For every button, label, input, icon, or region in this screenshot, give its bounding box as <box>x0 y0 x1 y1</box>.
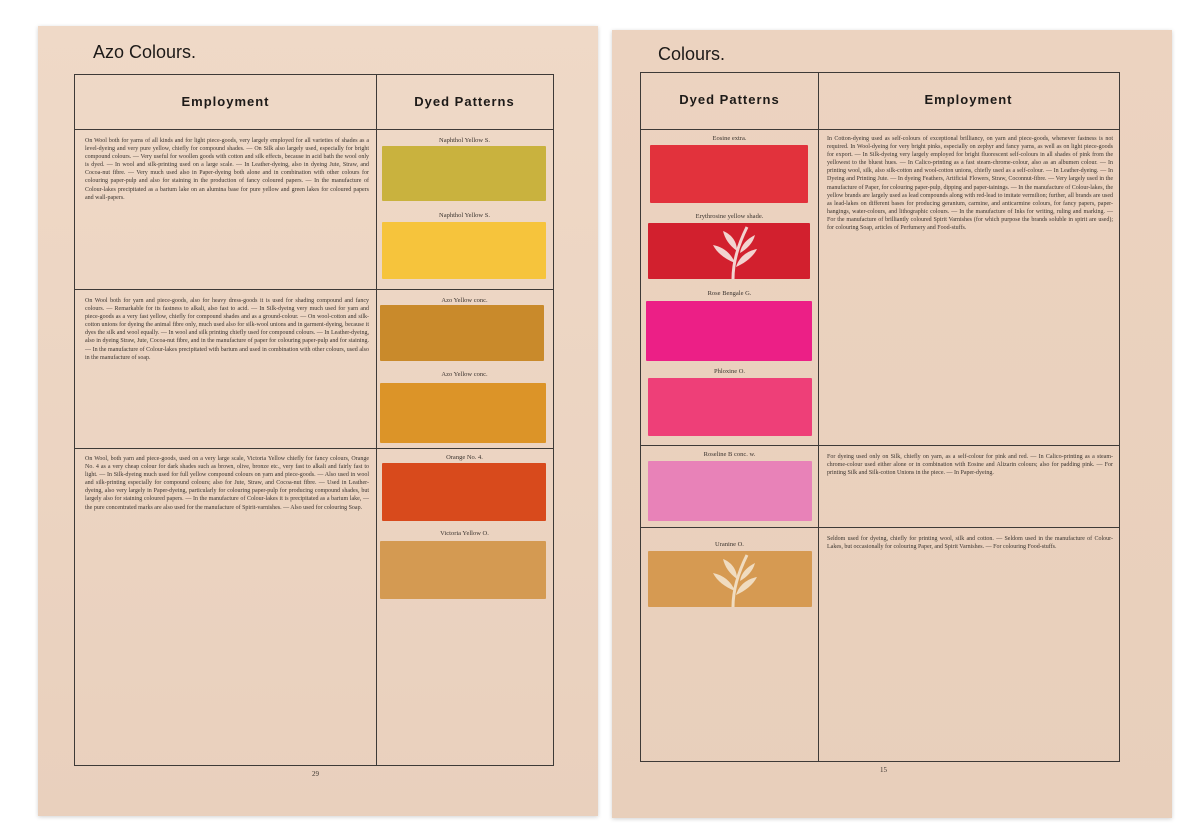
header-rule <box>641 129 1119 130</box>
swatch-label: Roseline B conc. w. <box>703 451 756 458</box>
fern-pattern-icon <box>703 551 763 607</box>
employment-text: For dyeing used only on Silk, chiefly on yarn, as a self-colour for pink and red. — In Calico-printing as a steam-chrome-colour used either alone or in combination with Eosine and Alizarin colours; also for padding pink. — For printing Silk and Silk-cotton Unions in the piece. — In Paper-dyeing. <box>827 454 1113 477</box>
dye-swatch <box>382 146 546 201</box>
table-frame <box>640 72 1120 762</box>
dyed-patterns-header: Dyed Patterns <box>414 93 515 109</box>
page-number: 15 <box>880 766 887 774</box>
dye-swatch <box>382 463 546 521</box>
dye-swatch <box>380 383 546 443</box>
page-number: 29 <box>312 770 319 778</box>
column-divider <box>376 75 377 765</box>
table-frame <box>74 74 554 766</box>
dye-swatch <box>648 551 812 607</box>
fern-pattern-icon <box>703 223 763 279</box>
page-title: Colours. <box>658 44 726 64</box>
employment-header: Employment <box>181 93 270 109</box>
page-title: Azo Colours. <box>93 42 197 62</box>
employment-text: Seldom used for dyeing, chiefly for printing wool, silk and cotton. — Seldom used in the manufacture of Colour-Lakes, but occasionally for colouring Paper, and Spirit Varnishes. — For colouring Food-stuffs. <box>827 536 1113 551</box>
swatch-label: Phloxine O. <box>713 368 746 375</box>
employment-header: Employment <box>924 91 1013 107</box>
dye-swatch <box>648 461 812 521</box>
employment-text: In Cotton-dyeing used as self-colours of exceptional brilliancy, on yarn and piece-goods, whenever fastness is not required. In Wool-dyeing for very bright pinks, especially on zephyr and fancy yarns, as well as on light piece-goods for export. — In Silk-dyeing very largely employed for bright fluorescent self-colours in all shades of pink from the yellowest to the bluest hues. — In Calico-printing as a fast steam-chrome-colour, also as an albumen colour. — In printing wool, silk, also silk-cotton and wool-cotton unions, chiefly used as a self-colour. — In Leather-dyeing. — In Dyeing and Printing Jute. — In dyeing Feathers, Artificial Flowers, Straw, Coconnut-fibre. — Very largely used in the manufacture of Paper, for colouring paper-pulp, dipping and paper-tainings. — In the manufacture of Colour-lakes, the yellow brands are largely used as lead compounds along with red-lead to imitate vermilion; further, all brands are used as lead-lakes on different bases for producing geranium, carmine, and anticarmine colours, for fancy papers, paper-hangings, water-colours, and lithographic colours. — In the manufacture of Inks for writing, ruling and marking. — For the manufacture of brilliantly coloured Spirit Varnishes (for which purpose the brands soluble in spirit are used); for colouring Soap, articles of Perfumery and Food-stuffs. <box>827 136 1113 232</box>
header-rule <box>75 129 553 130</box>
employment-text: On Wool, both yarn and piece-goods, used on a very large scale, Victoria Yellow chiefly for fancy colours, Orange No. 4 as a very cheap colour for dark shades such as brown, olive, bronze etc., very fast to alkali and fairly fast to light. — In Silk-dyeing much used for full yellow compound colours on yarn and piece-goods. — Also used in wool and silk-printing especially for compound colours; also for Jute, Straw, and Cocoa-nut fibre. — Used in Leather-dyeing, also very largely in Paper-dyeing, particularly for colouring paper-pulp for producing compound shades, but largely also for staining coloured papers. — In the manufacture of Colour-lakes it is precipitated as a barium lake, — the pure concentrated marks are also used for the manufacture of Spirit-varnishes. — Also used for colouring Soap. <box>85 456 369 511</box>
swatch-label: Eosine extra. <box>712 135 747 142</box>
swatch-label: Uranine O. <box>715 541 744 548</box>
dye-swatch <box>648 378 812 436</box>
swatch-label: Orange No. 4. <box>446 454 483 461</box>
swatch-label: Azo Yellow conc. <box>441 371 488 378</box>
employment-text: On Wool both for yarns of all kinds and for light piece-goods, very largely employed for all varieties of shades as a level-dyeing and very pure yellow, chiefly for compound shades. — On Silk also largely used, especially for bright compound colours. — Very useful for woollen goods with cotton and silk effects, because in acid bath the wool only is dyed. — In wool and silk-printing used on a large scale. — In Leather-dyeing, also in dyeing Jute, Straw, and Cocoa-nut fibre. — Very much used also in Paper-dyeing both alone and in combination with other colours for colouring paper-pulp and also for staining in the production of fancy coloured papers. — In the manufacture of Colour-lakes precipitated as a barium lake on an alumina base for pure yellow and green lakes for coloured papers and wall-papers. <box>85 138 369 201</box>
dye-swatch <box>380 541 546 599</box>
left-page <box>38 26 598 816</box>
row-rule <box>75 289 553 290</box>
dye-swatch <box>382 222 546 279</box>
swatch-label: Erythrosine yellow shade. <box>695 213 764 220</box>
dye-swatch <box>650 145 808 203</box>
employment-text: On Wool both for yarn and piece-goods, also for heavy dress-goods it is used for shading compound and fancy colours. — Remarkable for its fastness to alkali, also fast to acid. — In Silk-dyeing very much used for yarn and piece-goods as a very fast yellow, chiefly for compound shades and as a ground-colour. — On wool-cotton and silk-cotton unions for dyeing the animal fibre only, much used also for silk-wool unions and in garment-dyeing, because it dyes the silk and wool equally. — In wool and silk printing chiefly used for compound colours. — In Leather-dyeing, also in dyeing Straw, Jute, Cocoa-nut fibre, and in the manufacture of paper for colouring paper-pulp and for staining. — In the manufacture of Colour-lakes precipitated with barium and used in combination with other colours, used also in the manufacture of soap. <box>85 298 369 361</box>
dye-swatch <box>646 301 812 361</box>
row-rule <box>75 448 553 449</box>
swatch-label: Naphthol Yellow S. <box>439 212 490 219</box>
dye-swatch <box>648 223 810 279</box>
row-rule <box>641 445 1119 446</box>
swatch-label: Naphthol Yellow S. <box>439 137 490 144</box>
dyed-patterns-header: Dyed Patterns <box>679 91 780 107</box>
swatch-label: Azo Yellow conc. <box>441 297 488 304</box>
swatch-label: Rose Bengale G. <box>707 290 752 297</box>
column-divider <box>818 73 819 761</box>
swatch-label: Victoria Yellow O. <box>440 530 489 537</box>
right-page <box>612 30 1172 818</box>
row-rule <box>641 527 1119 528</box>
dye-swatch <box>380 305 544 361</box>
